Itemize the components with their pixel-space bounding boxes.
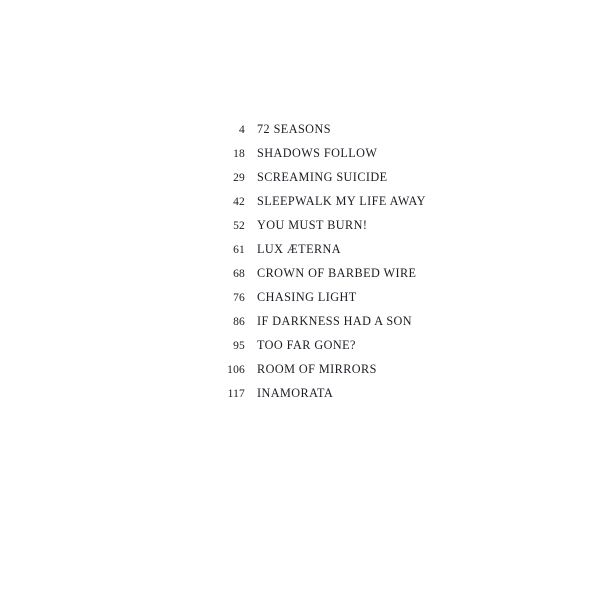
toc-entry-title: 72 SEASONS	[257, 122, 331, 136]
toc-entry[interactable]	[0, 242, 600, 266]
toc-page-number: 106	[227, 364, 245, 376]
toc-entry[interactable]	[0, 122, 600, 146]
toc-entry[interactable]	[0, 170, 600, 194]
toc-entry[interactable]	[0, 290, 600, 314]
toc-entry-title: TOO FAR GONE?	[257, 338, 356, 352]
toc-entry-title: YOU MUST BURN!	[257, 218, 368, 232]
toc-entry[interactable]	[0, 218, 600, 242]
toc-entry[interactable]	[0, 386, 600, 410]
table-of-contents	[0, 122, 600, 410]
toc-page-number: 95	[233, 340, 245, 352]
toc-entry[interactable]	[0, 338, 600, 362]
toc-page-number: 76	[233, 292, 245, 304]
toc-entry[interactable]	[0, 266, 600, 290]
toc-entry-title: SLEEPWALK MY LIFE AWAY	[257, 194, 426, 208]
toc-entry-title: SCREAMING SUICIDE	[257, 170, 388, 184]
toc-page-number: 29	[233, 172, 245, 184]
toc-page-number: 42	[233, 196, 245, 208]
toc-page-number: 18	[233, 148, 245, 160]
toc-page-number: 86	[233, 316, 245, 328]
toc-page-number: 61	[233, 244, 245, 256]
toc-entry-title: ROOM OF MIRRORS	[257, 362, 377, 376]
toc-page-number: 117	[227, 388, 245, 400]
toc-page-number: 52	[233, 220, 245, 232]
toc-entry-title: IF DARKNESS HAD A SON	[257, 314, 413, 328]
toc-entry-title: LUX ÆTERNA	[257, 242, 342, 256]
toc-entry-title: INAMORATA	[257, 386, 334, 400]
toc-entry[interactable]	[0, 146, 600, 170]
toc-entry[interactable]	[0, 362, 600, 386]
toc-entry-title: CHASING LIGHT	[257, 290, 357, 304]
toc-entry-title: SHADOWS FOLLOW	[257, 146, 378, 160]
toc-entry[interactable]	[0, 314, 600, 338]
toc-page-number: 4	[239, 124, 245, 136]
toc-entry-title: CROWN OF BARBED WIRE	[257, 266, 417, 280]
toc-entry[interactable]	[0, 194, 600, 218]
toc-page-number: 68	[233, 268, 245, 280]
